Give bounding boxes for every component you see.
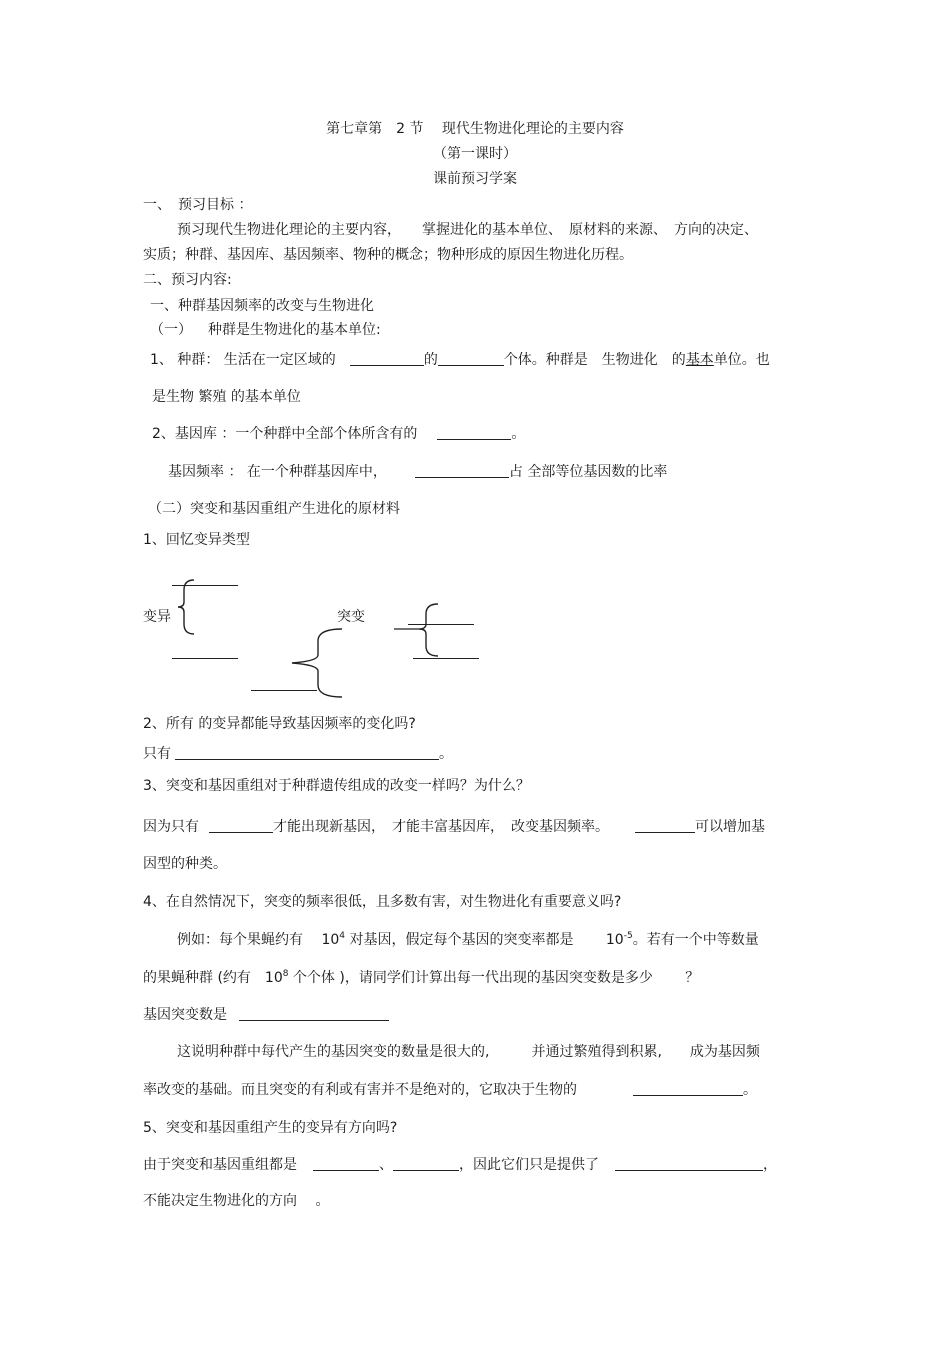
item2-answer-prefix: 只有 — [143, 746, 171, 762]
q2-text: 2、基因库 ：一个种群中全部个体所含有的 — [152, 426, 418, 442]
item4-example-line1 — [177, 931, 759, 949]
item2-answer-end: 。 — [439, 746, 453, 762]
q1-line2: 是生物 繁殖 的基本单位 — [152, 389, 301, 405]
item5-blank-2[interactable] — [393, 1156, 459, 1171]
diagram-variation-label: 变异 — [143, 609, 171, 625]
item3-answer-line2: 因型的种类。 — [143, 856, 227, 872]
mutation-blank-1[interactable] — [408, 624, 474, 625]
item4-example-1: 例如：每个果蝇约有 10 — [177, 932, 340, 948]
item5-answer-2: ，因此它们只是提供了 — [459, 1157, 599, 1173]
section2-heading: 二、预习内容: — [143, 272, 232, 288]
item2-answer-line — [143, 745, 453, 763]
variation-sub-blank[interactable] — [251, 690, 317, 691]
item5-answer-line1 — [143, 1156, 777, 1174]
section1-body-line1: 预习现代生物进化理论的主要内容， 掌握进化的基本单位、 原材料的来源、 方向的决定、 — [177, 222, 758, 238]
sub2-title: （二）突变和基因重组产生进化的原材料 — [148, 501, 400, 517]
q1-de: 的 — [423, 352, 438, 368]
part1-title: 一、种群基因频率的改变与生物进化 — [150, 298, 374, 314]
q1-blank-1[interactable] — [350, 351, 424, 366]
gene-frequency-end: 占 全部等位基因数的比率 — [508, 464, 668, 480]
q1-underlined: 基本 — [685, 352, 714, 368]
item5-blank-3[interactable] — [615, 1156, 763, 1171]
q1-blank-2[interactable] — [438, 351, 504, 366]
q1-suffix: 个体。种群是 生物进化 的 — [503, 352, 686, 368]
q1-end: 单位。也 — [713, 352, 770, 368]
q2-line — [152, 425, 525, 443]
item2-question: 2、所有 的变异都能导致基因频率的变化吗? — [143, 716, 416, 732]
variation-blank-bottom[interactable] — [172, 658, 238, 659]
gene-frequency-line — [168, 463, 667, 481]
doc-type: 课前预习学案 — [433, 171, 517, 187]
item4-example2-1: 的果蝇种群 (约有 10 — [143, 970, 283, 986]
item3-answer-1: 因为只有 — [143, 819, 199, 835]
item4-explanation-end: 。 — [743, 1082, 757, 1098]
item3-answer-3: 可以增加基 — [695, 819, 765, 835]
item4-explanation-2: 率改变的基础。而且突变的有利或有害并不是绝对的，它取决于生物的 — [143, 1082, 577, 1098]
item4-example-3: 。若有一个中等数量 — [632, 932, 759, 948]
item3-answer-2: 才能出现新基因， 才能丰富基因库， 改变基因频率。 — [273, 819, 609, 835]
gene-frequency-blank[interactable] — [415, 463, 509, 478]
item5-answer-end: ， — [763, 1157, 777, 1173]
gene-frequency-text: 基因频率 ： 在一个种群基因库中， — [168, 464, 387, 480]
page-title: 第七章第 2 节 现代生物进化理论的主要内容 — [326, 121, 624, 137]
item3-question: 3、突变和基因重组对于种群遗传组成的改变一样吗？为什么？ — [143, 778, 530, 794]
item4-explanation-line2 — [143, 1081, 757, 1099]
q2-blank[interactable] — [437, 425, 511, 440]
section1-heading: 一、 预习目标 ： — [143, 197, 253, 213]
item4-exp-3: 8 — [282, 969, 289, 979]
item5-answer-line2: 不能决定生物进化的方向 。 — [143, 1193, 330, 1209]
sub1-text: 种群是生物进化的基本单位: — [208, 322, 381, 338]
item4-explanation-line1: 这说明种群中每代产生的基因突变的数量是很大的, 并通过繁殖得到积累, 成为基因频 — [177, 1044, 760, 1060]
diagram-mutation-label: 突变 — [337, 609, 365, 625]
variation-sub-brace — [290, 627, 346, 699]
item4-example-2: 对基因，假定每个基因的突变率都是 10 — [345, 932, 624, 948]
mutation-blank-2[interactable] — [413, 658, 479, 659]
item4-exp-1: 4 — [339, 931, 345, 941]
q1-line1 — [150, 351, 770, 369]
item4-mutation-line — [143, 1006, 389, 1024]
mutation-brace — [392, 602, 442, 660]
item5-answer-1: 由于突变和基因重组都是 — [143, 1157, 297, 1173]
page-subtitle: （第一课时） — [433, 146, 517, 162]
item3-answer-line1 — [143, 818, 765, 836]
item2-blank[interactable] — [175, 745, 439, 760]
item5-question: 5、突变和基因重组产生的变异有方向吗? — [143, 1120, 398, 1136]
item5-separator: 、 — [379, 1157, 393, 1173]
item4-exp-2: -5 — [623, 931, 633, 941]
sub1-line — [150, 321, 381, 339]
item4-question: 4、在自然情况下，突变的频率很低，且多数有害，对生物进化有重要意义吗? — [143, 894, 622, 910]
item5-blank-1[interactable] — [313, 1156, 379, 1171]
item4-explanation-blank[interactable] — [633, 1081, 743, 1096]
section1-body-line2: 实质；种群、基因库、基因频率、物种的概念；物种形成的原因生物进化历程。 — [143, 247, 633, 263]
q1-prefix: 1、 种群： 生活在一定区域的 — [150, 352, 336, 368]
item3-blank-1[interactable] — [209, 818, 273, 833]
sub1-number: （一） — [150, 322, 192, 338]
variation-brace — [176, 578, 196, 636]
item4-mutation-blank[interactable] — [239, 1006, 389, 1021]
q2-end: 。 — [511, 426, 526, 442]
item1-title: 1、回忆变异类型 — [143, 532, 250, 548]
item4-example-line2 — [143, 969, 699, 987]
item4-example2-2: 个个体 )，请同学们计算出每一代出现的基因突变数是多少 ？ — [288, 970, 700, 986]
item3-blank-2[interactable] — [635, 818, 695, 833]
item4-mutation-label: 基因突变数是 — [143, 1007, 227, 1023]
